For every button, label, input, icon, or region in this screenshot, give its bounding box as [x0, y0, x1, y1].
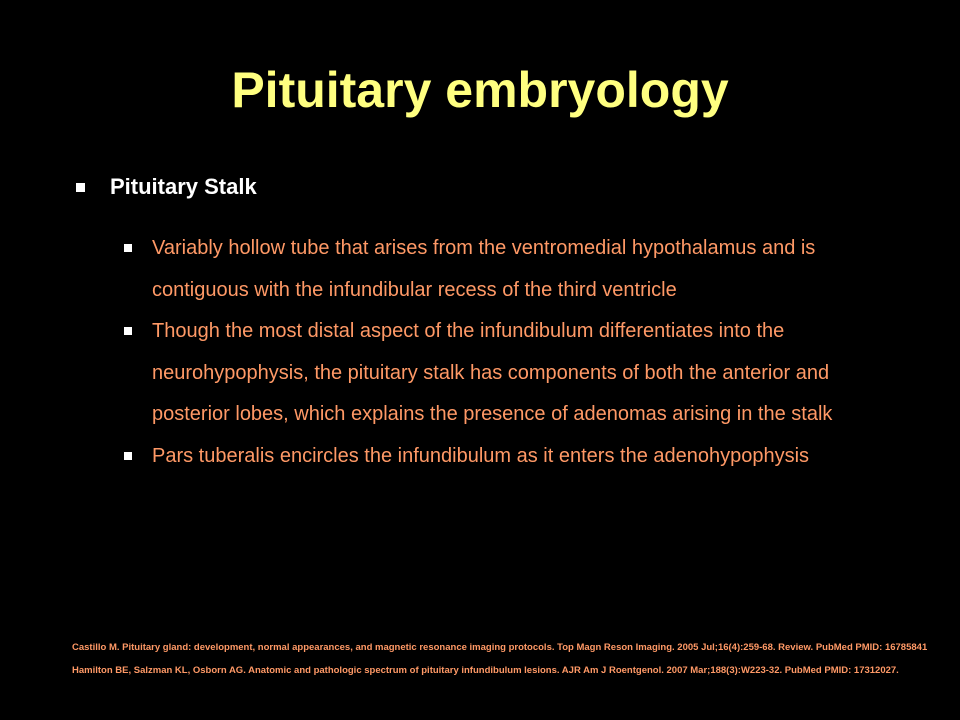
main-bullet-icon [76, 183, 85, 192]
sub-bullet-item [152, 311, 882, 436]
slide-title: Pituitary embryology [231, 62, 729, 118]
sub-bullet-text: Pars tuberalis encircles the infundibulum as it enters the adenohypophysis [152, 444, 810, 467]
sub-bullet-icon [124, 452, 132, 460]
reference-item: Hamilton BE, Salzman KL, Osborn AG. Anatomic and pathologic spectrum of pituitary infundibulum lesions. AJR Am J Roentgenol. 2007 Mar;188(3):W223-32. PubMed PMID: 17312027. [72, 665, 899, 676]
main-bullet-text: Pituitary Stalk [110, 174, 257, 199]
sub-bullet-item [152, 436, 882, 478]
references [72, 642, 932, 688]
sub-bullet-icon [124, 244, 132, 252]
reference-item: Castillo M. Pituitary gland: development, normal appearances, and magnetic resonance imaging protocols. Top Magn Reson Imaging. 2005 Jul;16(4):259-68. Review. PubMed PMID: 16785841 [72, 642, 928, 653]
sub-bullet-text: Though the most distal aspect of the infundibulum differentiates into the neurohypophysis, the pituitary stalk has components of both the anterior and posterior lobes, which explains the presence of adenomas arising in the stalk [152, 320, 833, 425]
sub-bullet-text: Variably hollow tube that arises from the ventromedial hypothalamus and is contiguous with the infundibular recess of the third ventricle [152, 237, 816, 301]
sub-bullet-icon [124, 327, 132, 335]
sub-bullet-list [152, 228, 882, 477]
sub-bullet-item [152, 228, 882, 311]
